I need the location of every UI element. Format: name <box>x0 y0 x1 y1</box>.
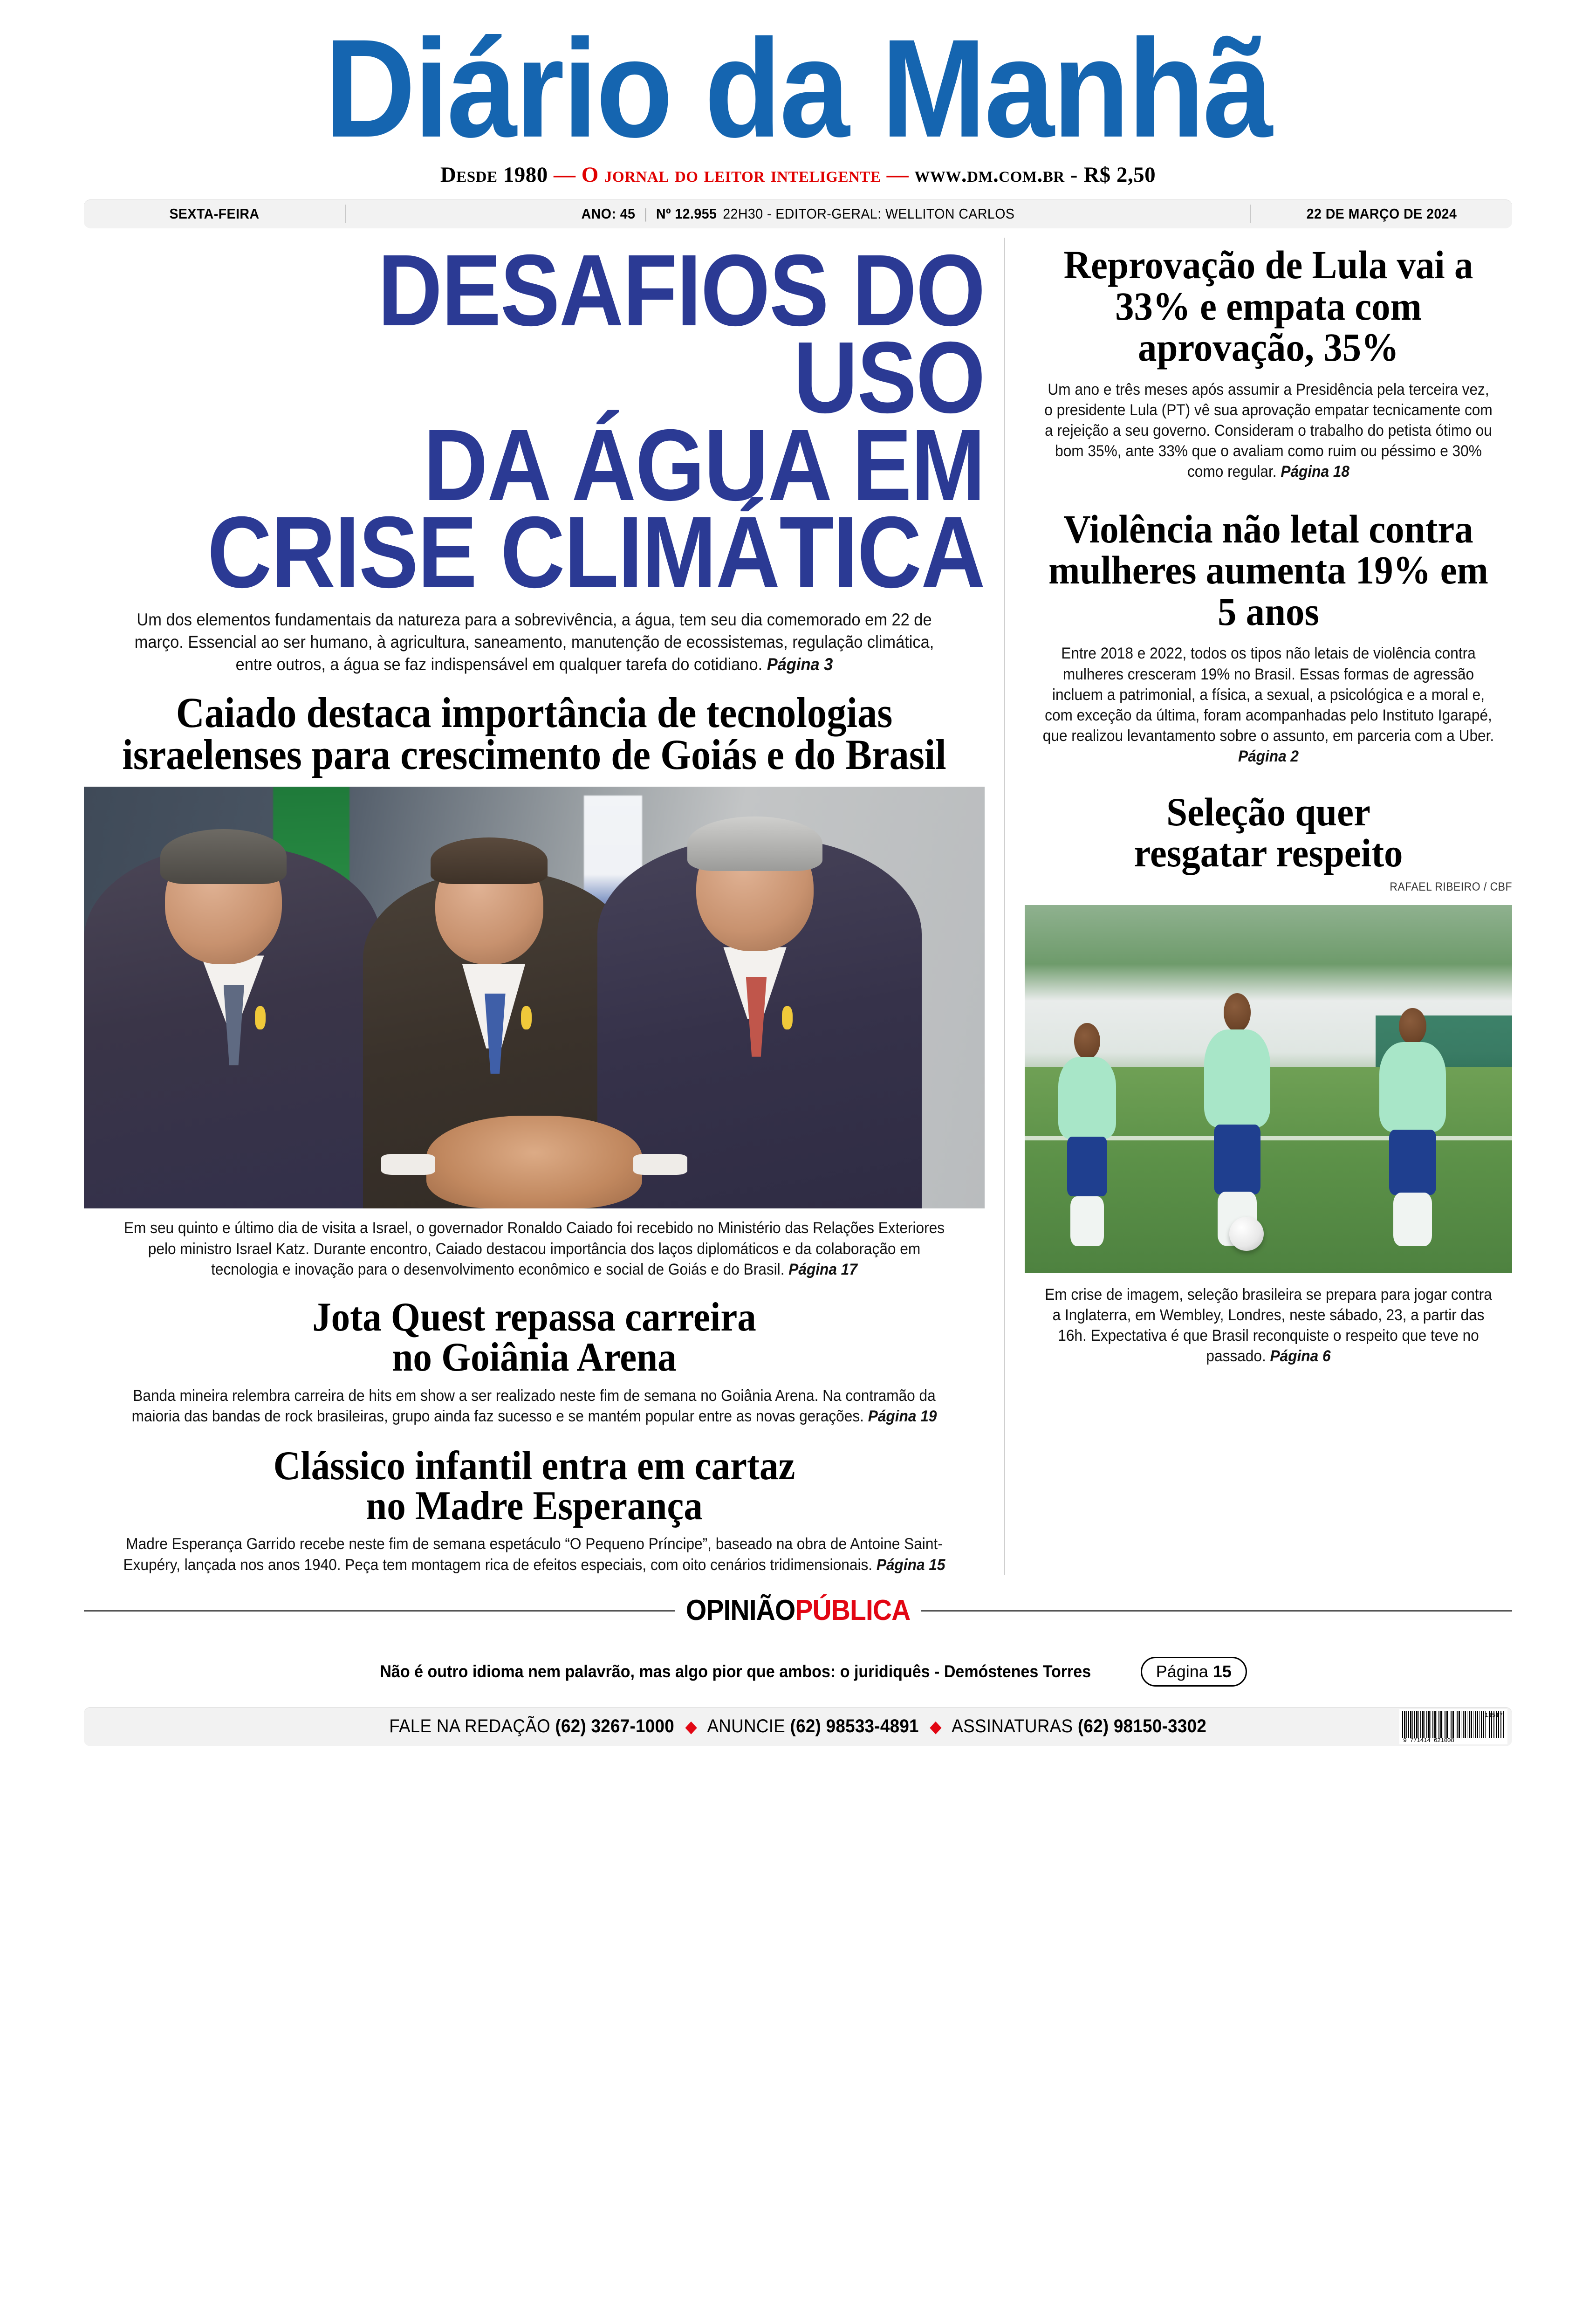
opiniao-page-label: Página <box>1156 1661 1208 1681</box>
redacao-label: FALE NA REDAÇÃO <box>389 1716 551 1737</box>
anuncie-phone[interactable]: (62) 98533-4891 <box>790 1716 919 1737</box>
jota-headline-line-1: Jota Quest repassa carreira <box>312 1295 756 1340</box>
selecao-headline-line-2: resgatar respeito <box>1134 830 1403 876</box>
player-right-socks <box>1393 1193 1432 1246</box>
player-center-head <box>1224 993 1251 1032</box>
player-right-head <box>1399 1008 1426 1044</box>
selecao-photo <box>1025 905 1512 1273</box>
soccer-ball <box>1229 1217 1263 1251</box>
infobar-time-editor: 22H30 - EDITOR-GERAL: WELLITON CARLOS <box>723 206 1015 222</box>
infobar-separator: | <box>644 206 648 222</box>
selecao-caption-text: Em crise de imagem, seleção brasileira se prepara para jogar contra a Inglaterra, em Wembley, Londres, neste sábado, 23, a partir das 16h. Expectativa é que Brasil reconquiste o respeito que teve no passado. <box>1045 1285 1492 1365</box>
barcode-bars <box>1402 1711 1487 1738</box>
lead-headline-line-3: CRISE CLIMÁTICA <box>207 496 985 610</box>
lula-page-ref[interactable]: Página 18 <box>1281 463 1349 481</box>
infobar-edition <box>382 206 1214 222</box>
opiniao-publica-section <box>84 1594 1512 1627</box>
classico-headline-line-2: no Madre Esperança <box>366 1483 703 1529</box>
lula-headline[interactable]: Reprovação de Lula vai a 33% e empata com aprovação, 35% <box>1063 242 1473 370</box>
caiado-caption <box>116 1218 953 1280</box>
jota-quest-body <box>116 1386 953 1427</box>
infobar-issue: Nº 12.955 <box>656 206 717 222</box>
yellow-ribbon-1 <box>255 1006 266 1029</box>
masthead <box>84 0 1512 187</box>
jota-headline-line-2: no Goiânia Arena <box>392 1335 677 1380</box>
left-column <box>84 235 1004 1575</box>
assinaturas-label: ASSINATURAS <box>952 1716 1073 1737</box>
infobar-year: ANO: 45 <box>581 206 636 222</box>
player-center <box>1191 993 1288 1251</box>
classico-page-ref[interactable]: Página 15 <box>876 1556 945 1574</box>
cuff-2 <box>633 1154 687 1175</box>
anuncie-label: ANUNCIE <box>707 1716 786 1737</box>
lead-headline[interactable] <box>192 234 985 610</box>
lula-body-text: Um ano e três meses após assumir a Presidência pela terceira vez, o presidente Lula (PT) vê sua aprovação empatar tecnicamente com a rejeição a seu governo. Consideram o trabalho do petista ótimo ou bom 35%, ante 33% que o avaliam como ruim ou péssimo e 30% como regular. <box>1044 380 1493 481</box>
tagline-since: Desde 1980 <box>440 163 548 187</box>
publica-word: PÚBLICA <box>795 1594 911 1626</box>
tagline-website[interactable]: www.dm.com.br <box>914 163 1065 187</box>
player-right-body <box>1379 1042 1445 1132</box>
selecao-headline[interactable] <box>1039 791 1497 874</box>
opiniao-publica-title <box>675 1594 921 1627</box>
classico-body-text: Madre Esperança Garrido recebe neste fim de semana espetáculo “O Pequeno Príncipe”, baseado na obra de Antoine Saint-Exupéry, lançada nos anos 1940. Peça tem montagem rica de efeitos especiais, com oito cenários tridimensionais. <box>123 1535 943 1574</box>
player-left-socks <box>1070 1196 1104 1247</box>
yellow-ribbon-3 <box>782 1006 793 1029</box>
opiniao-page-number: 15 <box>1212 1661 1232 1681</box>
selecao-photo-credit: RAFAEL RIBEIRO / CBF <box>1390 880 1512 893</box>
barcode <box>1399 1709 1507 1744</box>
newspaper-title: Diário da Manhã <box>324 10 1272 166</box>
content-grid <box>84 235 1512 1575</box>
caiado-headline[interactable]: Caiado destaca importância de tecnologias israelenses para crescimento de Goiás e do Brasil <box>122 689 946 779</box>
diamond-icon-2: ◆ <box>930 1717 942 1736</box>
lead-headline-line-2: DA ÁGUA EM <box>423 408 985 522</box>
selecao-page-ref[interactable]: Página 6 <box>1270 1347 1331 1365</box>
cuff-1 <box>381 1154 435 1175</box>
tagline-dash-left: — <box>553 163 576 187</box>
infobar-weekday: SEXTA-FEIRA <box>169 206 260 222</box>
player-right <box>1366 1008 1463 1251</box>
yellow-ribbon-2 <box>521 1006 532 1029</box>
classico-body <box>116 1534 953 1575</box>
player-left-legs <box>1067 1137 1108 1196</box>
lead-headline-line-1: DESAFIOS DO USO <box>377 234 985 435</box>
opiniao-word: OPINIÃO <box>685 1594 795 1626</box>
diamond-icon-1: ◆ <box>685 1717 698 1736</box>
right-column <box>1005 235 1512 1575</box>
infobar-divider-1 <box>345 205 346 223</box>
tagline-dash-right: — <box>886 163 909 187</box>
lead-deck-text: Um dos elementos fundamentais da natureza para a sobrevivência, a água, tem seu dia comemorado em 22 de março. Essencial ao ser humano, à agricultura, saneamento, manutenção de ecossistemas, regulação climática, entre outros, a água se faz indispensável em qualquer tarefa do cotidiano. <box>134 610 934 674</box>
opiniao-quote-row <box>84 1657 1512 1687</box>
player-center-body <box>1204 1029 1270 1127</box>
violencia-body <box>1042 643 1495 767</box>
infobar-divider-2 <box>1250 205 1251 223</box>
violencia-body-text: Entre 2018 e 2022, todos os tipos não letais de violência contra mulheres cresceram 19% no Brasil. Essas formas de agressão incluem a patrimonial, a física, a sexual, a psicológica e a moral e, com exceção da última, foram acompanhadas pelo Instituto Igarapé, que realizou levantamento sobre o assunto, em parceria com a Uber. <box>1042 645 1494 745</box>
jota-body-text: Banda mineira relembra carreira de hits em show a ser realizado neste fim de semana no Goiânia Arena. Na contramão da maioria das bandas de rock brasileiras, grupo ainda faz sucesso e se mantém popular entre as novas gerações. <box>131 1386 936 1425</box>
infobar-date: 22 DE MARÇO DE 2024 <box>1306 206 1457 222</box>
caiado-photo <box>84 787 985 1208</box>
violencia-page-ref[interactable]: Página 2 <box>1238 748 1299 766</box>
player-center-legs <box>1214 1125 1260 1194</box>
jota-page-ref[interactable]: Página 19 <box>868 1407 937 1425</box>
tagline-slogan: O jornal do leitor inteligente <box>581 163 881 187</box>
tagline-price: R$ 2,50 <box>1083 163 1156 187</box>
jota-quest-headline[interactable] <box>120 1297 948 1378</box>
caiado-caption-text: Em seu quinto e último dia de visita a Israel, o governador Ronaldo Caiado foi recebido no Ministério das Relações Exteriores pelo ministro Israel Katz. Durante encontro, Caiado destacou importância dos laços diplomáticos e da colaboração em tecnologia e inovação para o desenvolvimento econômico e social de Goiás e do Brasil. <box>123 1219 945 1278</box>
assinaturas-phone[interactable]: (62) 98150-3302 <box>1078 1716 1207 1737</box>
lula-body <box>1042 379 1495 482</box>
player-left-head <box>1074 1023 1100 1059</box>
player-left <box>1044 1023 1132 1251</box>
violencia-headline[interactable]: Violência não letal contra mulheres aumenta 19% em 5 anos <box>1048 506 1488 634</box>
contact-line <box>390 1716 1207 1737</box>
edition-info-bar <box>84 199 1512 228</box>
handshake <box>426 1116 643 1208</box>
player-right-legs <box>1389 1130 1436 1195</box>
hair-3 <box>687 816 822 871</box>
redacao-phone[interactable]: (62) 3267-1000 <box>555 1716 675 1737</box>
caiado-page-ref[interactable]: Página 17 <box>788 1260 857 1278</box>
classico-headline[interactable] <box>120 1443 948 1529</box>
opiniao-quote: Não é outro idioma nem palavrão, mas algo pior que ambos: o juridiquês - Demóstenes Torres <box>380 1661 1091 1681</box>
tagline-hyphen: - <box>1070 163 1078 187</box>
hair-1 <box>160 829 287 884</box>
barcode-addon-number: 11517 <box>1484 1711 1503 1719</box>
lead-page-ref[interactable]: Página 3 <box>767 655 833 674</box>
barcode-number: 9 771414 621008 <box>1403 1736 1454 1744</box>
selecao-headline-line-1: Seleção quer <box>1166 789 1370 834</box>
opiniao-page-badge[interactable] <box>1141 1657 1247 1687</box>
lead-deck <box>116 609 953 676</box>
selecao-caption <box>1042 1284 1495 1367</box>
contact-footer <box>84 1707 1512 1746</box>
classico-headline-line-1: Clássico infantil entra em cartaz <box>273 1443 795 1489</box>
player-left-body <box>1058 1057 1116 1139</box>
hair-2 <box>431 837 548 884</box>
